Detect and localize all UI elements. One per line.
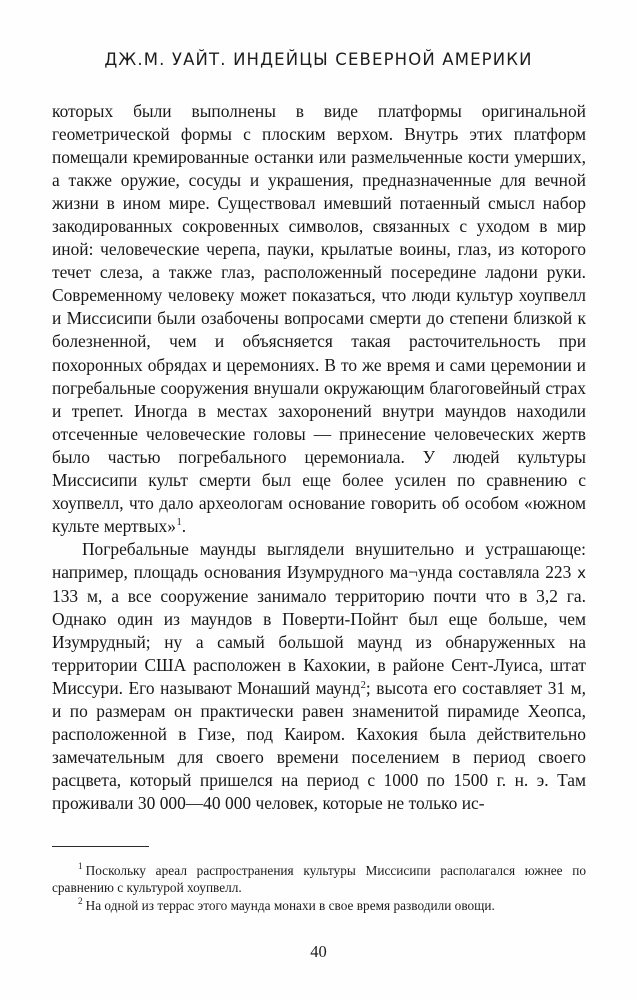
paragraph-continued: которых были выполнены в виде платформы оригинальной геометрической формы с плоским верхом. Внутрь этих платформ помещали кремированные останки или размельченные кости умерших, а также оружие, сосуды и украшения, предназначенные для вечной жизни в ином мире. Существовал имевший потаенный смысл набор закодированных сокровенных символов, связанных с уходом в мир иной: человеческие черепа, пауки, крылатые воины, глаз, из которого течет слеза, а также глаз, расположенный посередине ладони руки. Современному человеку может показаться, что люди культур хоупвелл и Миссисипи были озабочены вопросами смерти до степени близкой к болезненной, чем и объясняется такая расточительность при похоронных обрядах и церемониях. В то же время и сами церемонии и погребальные сооружения внушали окружающим благоговейный страх и трепет. Иногда в местах захоронений внутри маундов находили отсеченные человеческие головы — принесение человеческих жертв было частью погребального церемониала. У людей культуры Миссисипи культ смерти был еще более усилен по сравнению с хоупвелл, что дало археологам основание говорить об особом «южном культе мертвых»$^1$.	[52, 101, 586, 536]
footnote-reference[interactable]: 1	[176, 517, 182, 529]
footnote-separator-rule	[52, 846, 149, 847]
running-header: ДЖ.М. УАЙТ. ИНДЕЙЦЫ СЕВЕРНОЙ АМЕРИКИ	[104, 50, 533, 69]
footnote-marker: 2	[78, 896, 83, 907]
dimension-multiplication-sign: x	[577, 563, 586, 582]
footnote-item	[52, 897, 586, 914]
footnote-item	[52, 862, 586, 897]
footnote-text: Поскольку ареал распространения культуры Миссисипи располагался южнее по сравнению с культурой хоупвелл.	[52, 863, 586, 896]
page-number: 40	[310, 942, 327, 961]
footnote-reference[interactable]: 2	[360, 679, 366, 691]
footnote-marker: 1	[78, 861, 83, 872]
body-text-block	[52, 100, 586, 815]
paragraph-burial-mounds: Погребальные маунды выглядели внушительно и устрашающе: например, площадь основания Изумрудного ма¬унда составляла 223 x 133 м, а все сооружение занимало территорию почти что в 3,2 га. Однако один из маундов в Поверти-Пойнт был еще больше, чем Изумрудный; ну а самый большой маунд из обнаруженных на территории США расположен в Кахокии, в районе Сент-Луиса, штат Миссури. Его называют Монаший маунд$^2$; высота его составляет 31 м, и по размерам он практически равен знаменитой пирамиде Хеопса, расположенной в Гизе, под Каиром. Кахокия была действительно замечательным для своего времени поселением в период своего расцвета, который пришелся на период с 1000 по 1500 г. н. э. Там проживали 30 000—40 000 человек, которые не только ис-	[52, 538, 586, 814]
footnote-text: На одной из террас этого маунда монахи в свое время разводили овощи.	[85, 897, 495, 913]
footnote-list	[52, 862, 586, 914]
